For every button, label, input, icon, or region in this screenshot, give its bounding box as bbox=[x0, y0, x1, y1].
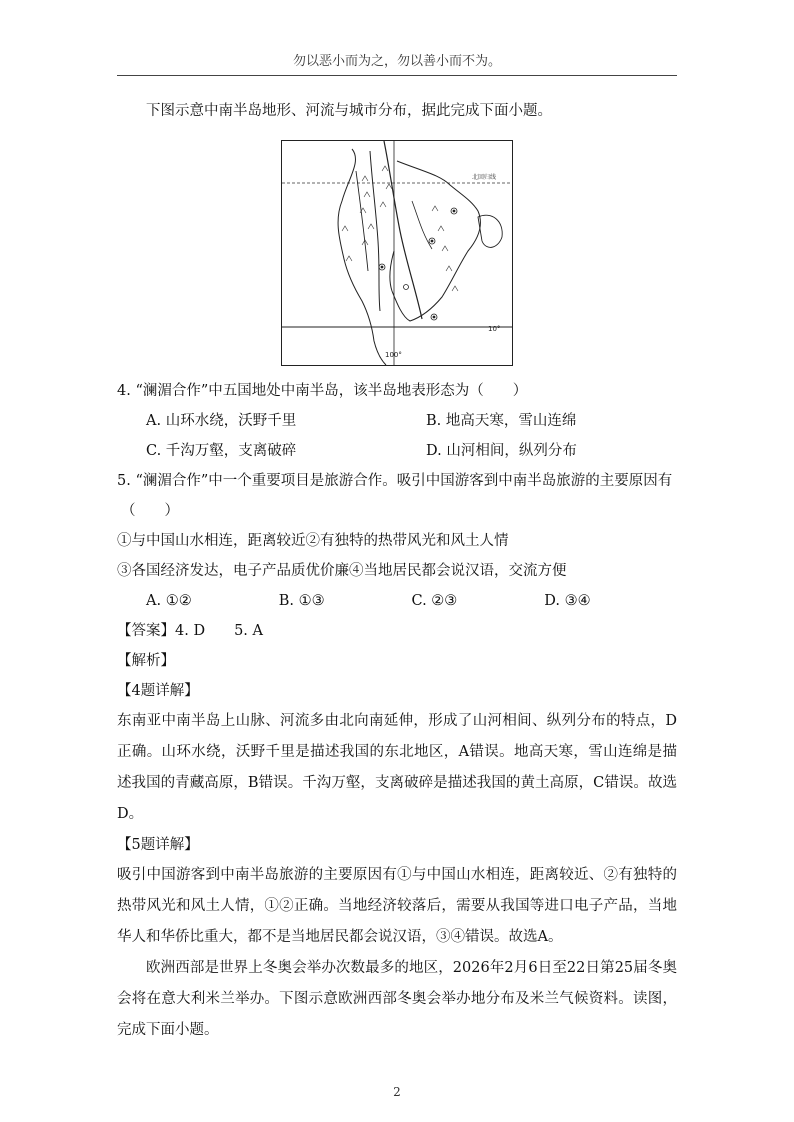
intro-paragraph: 下图示意中南半岛地形、河流与城市分布，据此完成下面小题。 bbox=[146, 103, 552, 119]
page-content bbox=[117, 96, 677, 126]
island-outline bbox=[478, 215, 502, 247]
q4-options-row2 bbox=[117, 436, 677, 466]
analysis-heading: 【解析】 bbox=[117, 653, 175, 669]
q4-options-row1 bbox=[117, 406, 677, 436]
tropic-label: 北回归线 bbox=[472, 174, 497, 181]
river-salween bbox=[370, 151, 380, 311]
q5-stem: 5. “澜湄合作”中一个重要项目是旅游合作。吸引中国游客到中南半岛旅游的主要原因有 bbox=[117, 473, 673, 489]
intro-europe-paragraph: 欧洲西部是世界上冬奥会举办次数最多的地区，2026年2月6日至22日第25届冬奥会将在意大利米兰举办。下图示意欧洲西部冬奥会举办地分布及米兰气候资料。读图，完成下面小题。 bbox=[117, 960, 677, 1038]
q4-option-c[interactable]: C. 千沟万壑，支离破碎 bbox=[146, 443, 297, 459]
q5-option-d[interactable]: D. ③④ bbox=[544, 593, 591, 609]
map-drawing bbox=[282, 141, 512, 365]
q5-statements-2: ③各国经济发达，电子产品质优价廉④当地居民都会说汉语，交流方便 bbox=[117, 563, 567, 579]
q5-detail-heading: 【5题详解】 bbox=[117, 837, 199, 853]
answer-line: 【答案】4. D 5. A bbox=[117, 623, 263, 639]
q5-detail-text: 吸引中国游客到中南半岛旅游的主要原因有①与中国山水相连，距离较近、②有独特的热带风光和风土人情，①②正确。当地经济较落后，需要从我国等进口电子产品，当地华人和华侨比重大，都不是当地居民都会说汉语，③④错误。故选A。 bbox=[117, 867, 677, 945]
q5-paren: （ ） bbox=[121, 503, 179, 519]
q5-option-b[interactable]: B. ①③ bbox=[278, 593, 325, 609]
river-irrawaddy bbox=[356, 171, 368, 271]
q4-stem: 4. “澜湄合作”中五国地处中南半岛，该半岛地表形态为（ ） bbox=[117, 383, 528, 399]
river-mekong bbox=[384, 141, 422, 319]
q5-option-a[interactable]: A. ①② bbox=[146, 593, 192, 609]
coastline bbox=[338, 149, 480, 365]
q5-options bbox=[117, 586, 677, 616]
lat10-label: 10° bbox=[488, 325, 501, 333]
q4-option-d[interactable]: D. 山河相间，纵列分布 bbox=[426, 443, 577, 459]
page-number: 2 bbox=[393, 1085, 401, 1099]
page-header: 勿以恶小而为之，勿以善小而不为。 bbox=[117, 50, 677, 76]
q4-option-b[interactable]: B. 地高天寒，雪山连绵 bbox=[426, 413, 577, 429]
q4-detail-heading: 【4题详解】 bbox=[117, 683, 199, 699]
lon100-label: 100° bbox=[385, 351, 402, 359]
questions-area bbox=[117, 376, 677, 1046]
q4-option-a[interactable]: A. 山环水绕，沃野千里 bbox=[146, 413, 297, 429]
indochina-map bbox=[281, 140, 513, 366]
q5-statements-1: ①与中国山水相连，距离较近②有独特的热带风光和风土人情 bbox=[117, 533, 509, 549]
q4-detail-text: 东南亚中南半岛上山脉、河流多由北向南延伸，形成了山河相间、纵列分布的特点，D正确。山环水绕，沃野千里是描述我国的东北地区，A错误。地高天寒，雪山连绵是描述我国的青藏高原，B错误。千沟万壑，支离破碎是描述我国的黄土高原，C错误。故选D。 bbox=[117, 713, 677, 822]
q5-option-c[interactable]: C. ②③ bbox=[411, 593, 458, 609]
